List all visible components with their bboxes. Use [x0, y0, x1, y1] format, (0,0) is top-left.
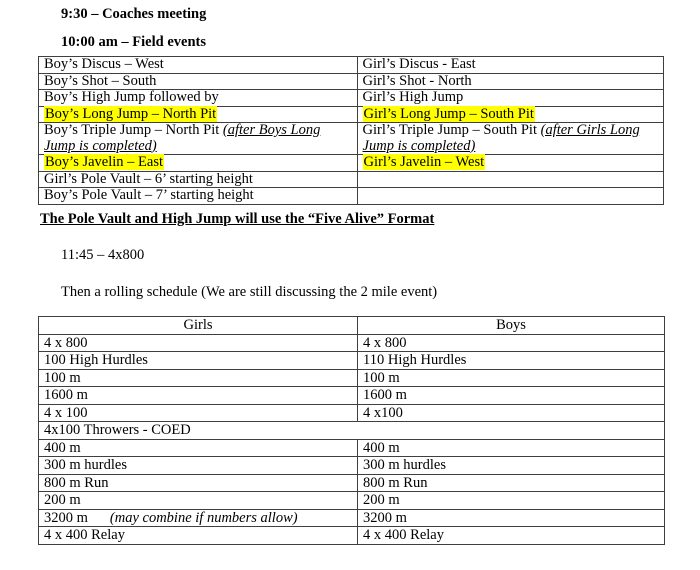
girls-event-cell: 1600 m: [39, 387, 358, 405]
table-row: [39, 474, 665, 492]
event-text: Boy’s Triple Jump – North Pit: [44, 122, 223, 138]
field-event-cell-right: Girl’s Discus - East: [357, 57, 663, 74]
field-event-cell-left: [39, 155, 358, 172]
boys-event-cell: 100 m: [358, 369, 665, 387]
girls-event-cell: 4 x 800: [39, 334, 358, 352]
field-event-cell-right: [357, 123, 663, 155]
heading-coaches-meeting: 9:30 – Coaches meeting: [61, 6, 207, 22]
table-row: [39, 404, 665, 422]
table-row: [39, 527, 665, 545]
table-header-row: [39, 317, 665, 335]
boys-event-cell: 4 x 400 Relay: [358, 527, 665, 545]
table-row: [39, 57, 664, 74]
table-row: [39, 457, 665, 475]
combine-note: (may combine if numbers allow): [109, 509, 298, 526]
field-event-cell-left: Boy’s Pole Vault – 7’ starting height: [39, 188, 358, 205]
field-event-cell-right: Girl’s High Jump: [357, 90, 663, 107]
boys-event-cell: 4 x100: [358, 404, 665, 422]
girls-event-cell: [39, 509, 358, 527]
rolling-schedule-line: Then a rolling schedule (We are still discussing the 2 mile event): [61, 284, 438, 300]
event-text: Girl’s Triple Jump – South Pit: [362, 122, 541, 138]
girls-event-cell: 400 m: [39, 439, 358, 457]
coed-event-cell: 4x100 Throwers - COED: [39, 422, 665, 440]
table-row: [39, 171, 664, 188]
table-row: [39, 352, 665, 370]
highlighted-text: Boy’s Long Jump – North Pit: [45, 105, 217, 122]
table-row: [39, 387, 665, 405]
field-event-cell-left: [39, 106, 358, 123]
table-row: [39, 90, 664, 107]
event-note: (after Boys Long Jump is completed): [44, 122, 321, 154]
field-event-cell-left: [39, 123, 358, 155]
boys-event-cell: 3200 m: [358, 509, 665, 527]
five-alive-note: The Pole Vault and High Jump will use the “Five Alive” Format: [40, 211, 435, 227]
field-event-cell-right: [357, 188, 663, 205]
girls-event-cell: 800 m Run: [39, 474, 358, 492]
field-event-cell-right: Girl’s Shot - North: [357, 73, 663, 90]
table-row: [39, 422, 665, 440]
field-event-cell-right: [357, 171, 663, 188]
highlighted-text: Boy’s Javelin – East: [45, 154, 164, 170]
field-event-cell-left: Boy’s Shot – South: [39, 73, 358, 90]
girls-event-cell: 300 m hurdles: [39, 457, 358, 475]
table-row: [39, 369, 665, 387]
field-event-cell-right: [357, 155, 663, 172]
field-event-cell-left: Boy’s Discus – West: [39, 57, 358, 74]
table-row: [39, 73, 664, 90]
highlighted-text: Girl’s Long Jump – South Pit: [363, 105, 534, 122]
girls-column-header: Girls: [39, 317, 358, 335]
event-text: 3200 m: [44, 509, 88, 526]
girls-event-cell: 200 m: [39, 492, 358, 510]
girls-event-cell: 100 m: [39, 369, 358, 387]
field-event-cell-right: [357, 106, 663, 123]
table-row: [39, 123, 664, 155]
table-row: [39, 188, 664, 205]
boys-event-cell: 1600 m: [358, 387, 665, 405]
heading-field-events: 10:00 am – Field events: [61, 34, 206, 50]
table-row: [39, 155, 664, 172]
table-row: [39, 492, 665, 510]
boys-event-cell: 200 m: [358, 492, 665, 510]
boys-event-cell: 300 m hurdles: [358, 457, 665, 475]
table-row: [39, 509, 665, 527]
girls-event-cell: 4 x 400 Relay: [39, 527, 358, 545]
time-4x800-line: 11:45 – 4x800: [61, 247, 145, 263]
girls-event-cell: 4 x 100: [39, 404, 358, 422]
table-row: [39, 106, 664, 123]
boys-event-cell: 400 m: [358, 439, 665, 457]
girls-event-cell: 100 High Hurdles: [39, 352, 358, 370]
field-event-cell-left: Boy’s High Jump followed by: [39, 90, 358, 107]
event-note: (after Girls Long Jump is completed): [362, 122, 640, 154]
table-row: [39, 334, 665, 352]
boys-event-cell: 800 m Run: [358, 474, 665, 492]
table-row: [39, 439, 665, 457]
running-schedule-table: [38, 316, 665, 545]
field-event-cell-left: Girl’s Pole Vault – 6’ starting height: [39, 171, 358, 188]
highlighted-text: Girl’s Javelin – West: [363, 154, 485, 170]
boys-column-header: Boys: [358, 317, 665, 335]
boys-event-cell: 110 High Hurdles: [358, 352, 665, 370]
boys-event-cell: 4 x 800: [358, 334, 665, 352]
field-events-table: [38, 56, 664, 205]
